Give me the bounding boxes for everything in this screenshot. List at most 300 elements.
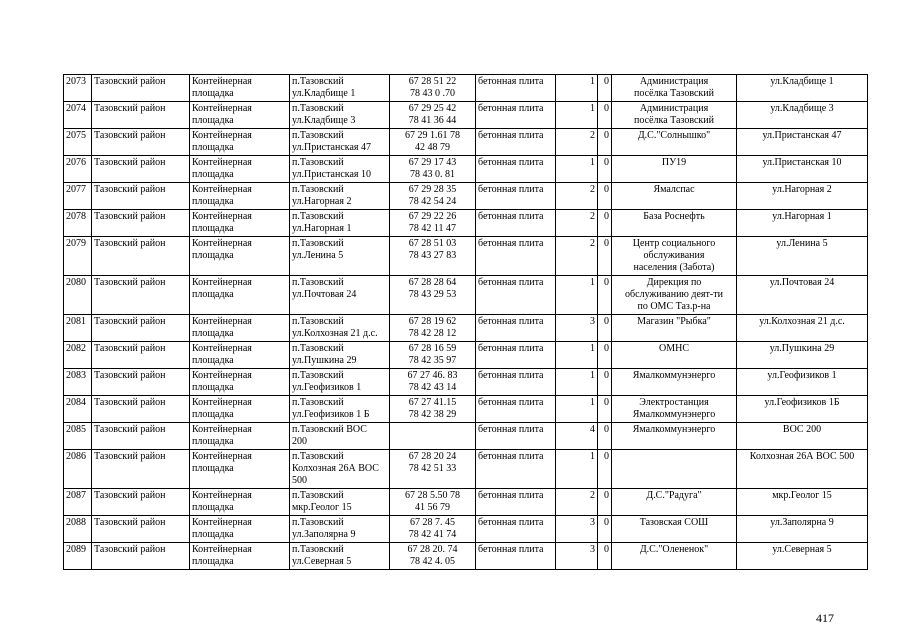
cell-owner-line: Ямалкоммунэнерго bbox=[632, 409, 716, 420]
cell-site-type-line: площадка bbox=[192, 409, 234, 420]
cell-district: Тазовский район bbox=[92, 342, 190, 369]
cell-coordinates bbox=[390, 315, 476, 342]
cell-number: 2087 bbox=[64, 489, 92, 516]
cell-surface: бетонная плита bbox=[476, 315, 556, 342]
cell-location bbox=[290, 396, 390, 423]
cell-location-line: п.Тазовский bbox=[292, 277, 344, 288]
cell-owner-line: Ямалспас bbox=[653, 184, 695, 195]
cell-coordinates-line: 78 42 28 12 bbox=[408, 328, 457, 339]
cell-location-line: мкр.Геолог 15 bbox=[292, 502, 352, 513]
cell-number: 2080 bbox=[64, 276, 92, 315]
cell-surface: бетонная плита bbox=[476, 276, 556, 315]
cell-owner-line: Ямалкоммунэнерго bbox=[632, 424, 716, 435]
cell-number: 2079 bbox=[64, 237, 92, 276]
cell-district: Тазовский район bbox=[92, 129, 190, 156]
cell-owner bbox=[612, 237, 737, 276]
cell-site-type-line: площадка bbox=[192, 250, 234, 261]
cell-address bbox=[737, 237, 868, 276]
cell-container-count: 1 bbox=[556, 342, 598, 369]
cell-location bbox=[290, 75, 390, 102]
cell-number: 2083 bbox=[64, 369, 92, 396]
cell-site-type bbox=[190, 276, 290, 315]
cell-location-line: ул.Ленина 5 bbox=[292, 250, 344, 261]
cell-location-line: 200 bbox=[292, 436, 307, 447]
cell-address bbox=[737, 129, 868, 156]
cell-owner bbox=[612, 156, 737, 183]
cell-site-type-line: Контейнерная bbox=[192, 157, 252, 168]
cell-location-line: п.Тазовский bbox=[292, 130, 344, 141]
cell-site-type bbox=[190, 516, 290, 543]
cell-location-line: п.Тазовский bbox=[292, 544, 344, 555]
cell-address-line: ул.Пристанская 10 bbox=[762, 157, 842, 168]
cell-location-line: ул.Пристанская 47 bbox=[292, 142, 372, 153]
cell-address bbox=[737, 450, 868, 489]
cell-location bbox=[290, 210, 390, 237]
cell-location-line: п.Тазовский bbox=[292, 343, 344, 354]
cell-coordinates-line: 67 29 1.61 78 bbox=[405, 130, 460, 141]
cell-district: Тазовский район bbox=[92, 516, 190, 543]
cell-address bbox=[737, 516, 868, 543]
cell-owner-line: Электростанция bbox=[639, 397, 709, 408]
cell-zero-count: 0 bbox=[598, 129, 612, 156]
cell-site-type bbox=[190, 543, 290, 570]
cell-surface: бетонная плита bbox=[476, 75, 556, 102]
cell-coordinates bbox=[390, 369, 476, 396]
cell-coordinates-line: 67 28 5.50 78 bbox=[405, 490, 460, 501]
cell-location-line: п.Тазовский ВОС bbox=[292, 424, 367, 435]
cell-number: 2074 bbox=[64, 102, 92, 129]
cell-coordinates-line: 78 42 54 24 bbox=[408, 196, 457, 207]
cell-zero-count: 0 bbox=[598, 369, 612, 396]
cell-coordinates-line: 78 43 0. 81 bbox=[410, 169, 455, 180]
cell-owner-line: Д.С."Радуга" bbox=[646, 490, 702, 501]
cell-site-type bbox=[190, 75, 290, 102]
cell-location bbox=[290, 276, 390, 315]
cell-location-line: п.Тазовский bbox=[292, 103, 344, 114]
cell-location-line: ул.Почтовая 24 bbox=[292, 289, 357, 300]
cell-surface: бетонная плита bbox=[476, 156, 556, 183]
cell-container-count: 3 bbox=[556, 315, 598, 342]
cell-district: Тазовский район bbox=[92, 315, 190, 342]
cell-container-count: 3 bbox=[556, 543, 598, 570]
cell-site-type-line: Контейнерная bbox=[192, 370, 252, 381]
cell-coordinates-line: 67 28 51 22 bbox=[408, 76, 457, 87]
cell-number: 2078 bbox=[64, 210, 92, 237]
cell-location bbox=[290, 516, 390, 543]
cell-site-type-line: Контейнерная bbox=[192, 397, 252, 408]
cell-number: 2075 bbox=[64, 129, 92, 156]
cell-owner-line: Д.С."Солнышко" bbox=[637, 130, 711, 141]
cell-district: Тазовский район bbox=[92, 102, 190, 129]
cell-coordinates-line: 42 48 79 bbox=[415, 142, 450, 153]
cell-location-line: п.Тазовский bbox=[292, 184, 344, 195]
cell-container-count: 1 bbox=[556, 396, 598, 423]
cell-container-count: 2 bbox=[556, 129, 598, 156]
cell-owner-line: Д.С."Олененок" bbox=[639, 544, 709, 555]
cell-coordinates bbox=[390, 183, 476, 210]
cell-location bbox=[290, 183, 390, 210]
table-row bbox=[64, 342, 868, 369]
table-row bbox=[64, 516, 868, 543]
cell-location bbox=[290, 342, 390, 369]
cell-site-type-line: площадка bbox=[192, 88, 234, 99]
cell-location-line: ул.Колхозная 21 д.с. bbox=[292, 328, 378, 339]
cell-owner-line: посёлка Тазовский bbox=[634, 88, 714, 99]
table-row bbox=[64, 489, 868, 516]
cell-site-type bbox=[190, 237, 290, 276]
cell-coordinates-line: 67 28 7. 45 bbox=[410, 517, 455, 528]
cell-zero-count: 0 bbox=[598, 237, 612, 276]
cell-site-type bbox=[190, 489, 290, 516]
cell-address-line: ул.Геофизиков 1Б bbox=[764, 397, 840, 408]
cell-site-type-line: площадка bbox=[192, 142, 234, 153]
cell-address-line: ул.Кладбище 3 bbox=[770, 103, 834, 114]
cell-site-type bbox=[190, 396, 290, 423]
cell-address bbox=[737, 276, 868, 315]
cell-container-count: 1 bbox=[556, 75, 598, 102]
cell-site-type bbox=[190, 129, 290, 156]
cell-owner-line: Администрация bbox=[639, 103, 709, 114]
cell-owner-line: ПУ19 bbox=[661, 157, 687, 168]
cell-number: 2086 bbox=[64, 450, 92, 489]
cell-address-line: ВОС 200 bbox=[782, 424, 822, 435]
cell-district: Тазовский район bbox=[92, 156, 190, 183]
cell-address-line: мкр.Геолог 15 bbox=[772, 490, 832, 501]
cell-district: Тазовский район bbox=[92, 489, 190, 516]
cell-surface: бетонная плита bbox=[476, 183, 556, 210]
cell-site-type-line: Контейнерная bbox=[192, 517, 252, 528]
cell-coordinates-line: 78 43 27 83 bbox=[408, 250, 457, 261]
cell-owner-line: Дирекция по bbox=[646, 277, 702, 288]
cell-location-line: п.Тазовский bbox=[292, 451, 344, 462]
cell-owner-line: посёлка Тазовский bbox=[634, 115, 714, 126]
cell-location bbox=[290, 129, 390, 156]
cell-owner bbox=[612, 516, 737, 543]
cell-site-type bbox=[190, 210, 290, 237]
cell-address-line: ул.Нагорная 1 bbox=[772, 211, 832, 222]
cell-coordinates-line: 67 28 20. 74 bbox=[407, 544, 458, 555]
cell-coordinates bbox=[390, 276, 476, 315]
cell-container-count: 1 bbox=[556, 276, 598, 315]
table-row bbox=[64, 75, 868, 102]
table-body bbox=[64, 75, 868, 570]
cell-site-type-line: площадка bbox=[192, 502, 234, 513]
cell-location-line: ул.Пушкина 29 bbox=[292, 355, 357, 366]
cell-coordinates bbox=[390, 156, 476, 183]
cell-owner-line: Магазин "Рыбка" bbox=[637, 316, 711, 327]
cell-number: 2084 bbox=[64, 396, 92, 423]
cell-container-count: 1 bbox=[556, 369, 598, 396]
cell-owner-line: обслуживанию деят-ти bbox=[625, 289, 723, 300]
cell-coordinates-line: 67 28 51 03 bbox=[408, 238, 457, 249]
cell-site-type bbox=[190, 369, 290, 396]
cell-zero-count: 0 bbox=[598, 276, 612, 315]
cell-district: Тазовский район bbox=[92, 237, 190, 276]
cell-site-type-line: площадка bbox=[192, 196, 234, 207]
cell-location bbox=[290, 315, 390, 342]
cell-container-count: 1 bbox=[556, 450, 598, 489]
cell-owner bbox=[612, 450, 737, 489]
cell-location-line: ул.Северная 5 bbox=[292, 556, 352, 567]
cell-owner-line: Тазовская СОШ bbox=[639, 517, 709, 528]
cell-address bbox=[737, 315, 868, 342]
table-row bbox=[64, 102, 868, 129]
cell-owner bbox=[612, 342, 737, 369]
cell-address-line: ул.Пушкина 29 bbox=[769, 343, 835, 354]
table-row bbox=[64, 156, 868, 183]
cell-coordinates bbox=[390, 210, 476, 237]
cell-coordinates bbox=[390, 237, 476, 276]
cell-zero-count: 0 bbox=[598, 450, 612, 489]
cell-container-count: 4 bbox=[556, 423, 598, 450]
page-number: 417 bbox=[816, 611, 834, 625]
cell-location-line: п.Тазовский bbox=[292, 76, 344, 87]
cell-owner-line: населения (Забота) bbox=[633, 262, 715, 273]
cell-zero-count: 0 bbox=[598, 102, 612, 129]
cell-location-line: п.Тазовский bbox=[292, 211, 344, 222]
cell-number: 2076 bbox=[64, 156, 92, 183]
cell-district: Тазовский район bbox=[92, 396, 190, 423]
cell-coordinates bbox=[390, 423, 476, 450]
cell-location-line: ул.Кладбище 3 bbox=[292, 115, 356, 126]
cell-coordinates-line: 67 29 28 35 bbox=[408, 184, 457, 195]
cell-owner bbox=[612, 183, 737, 210]
cell-container-count: 3 bbox=[556, 516, 598, 543]
cell-coordinates bbox=[390, 489, 476, 516]
cell-location bbox=[290, 543, 390, 570]
cell-location bbox=[290, 156, 390, 183]
cell-address-line: ул.Геофизиков 1 bbox=[767, 370, 837, 381]
cell-container-count: 1 bbox=[556, 102, 598, 129]
cell-number: 2073 bbox=[64, 75, 92, 102]
cell-owner-line: ОМНС bbox=[658, 343, 689, 354]
cell-coordinates-line: 67 28 19 62 bbox=[408, 316, 457, 327]
cell-owner bbox=[612, 489, 737, 516]
table-row bbox=[64, 369, 868, 396]
cell-owner-line: Ямалкоммунэнерго bbox=[632, 370, 716, 381]
cell-site-type-line: Контейнерная bbox=[192, 544, 252, 555]
cell-address bbox=[737, 543, 868, 570]
cell-site-type-line: площадка bbox=[192, 328, 234, 339]
cell-site-type-line: Контейнерная bbox=[192, 76, 252, 87]
cell-container-count: 2 bbox=[556, 210, 598, 237]
cell-address bbox=[737, 102, 868, 129]
cell-site-type bbox=[190, 102, 290, 129]
cell-zero-count: 0 bbox=[598, 516, 612, 543]
table-row bbox=[64, 183, 868, 210]
cell-address-line: ул.Кладбище 1 bbox=[770, 76, 834, 87]
cell-location-line: ул.Геофизиков 1 Б bbox=[292, 409, 370, 420]
cell-zero-count: 0 bbox=[598, 210, 612, 237]
cell-zero-count: 0 bbox=[598, 342, 612, 369]
cell-location-line: ул.Нагорная 2 bbox=[292, 196, 352, 207]
cell-location bbox=[290, 237, 390, 276]
cell-number: 2077 bbox=[64, 183, 92, 210]
cell-location-line: п.Тазовский bbox=[292, 397, 344, 408]
table-row bbox=[64, 237, 868, 276]
cell-address bbox=[737, 210, 868, 237]
cell-coordinates-line: 78 43 0 .70 bbox=[410, 88, 455, 99]
registry-table bbox=[63, 74, 868, 570]
cell-address-line: ул.Заполярна 9 bbox=[770, 517, 834, 528]
cell-coordinates bbox=[390, 129, 476, 156]
cell-number: 2089 bbox=[64, 543, 92, 570]
cell-owner bbox=[612, 75, 737, 102]
cell-site-type-line: Контейнерная bbox=[192, 316, 252, 327]
cell-site-type-line: Контейнерная bbox=[192, 211, 252, 222]
cell-zero-count: 0 bbox=[598, 543, 612, 570]
cell-address bbox=[737, 183, 868, 210]
cell-site-type bbox=[190, 423, 290, 450]
cell-site-type-line: площадка bbox=[192, 529, 234, 540]
cell-coordinates bbox=[390, 75, 476, 102]
cell-surface: бетонная плита bbox=[476, 237, 556, 276]
cell-site-type-line: площадка bbox=[192, 382, 234, 393]
table-row bbox=[64, 276, 868, 315]
cell-owner-line: Администрация bbox=[639, 76, 709, 87]
cell-owner-line: обслуживания bbox=[643, 250, 705, 261]
cell-site-type-line: Контейнерная bbox=[192, 277, 252, 288]
cell-zero-count: 0 bbox=[598, 75, 612, 102]
cell-location bbox=[290, 423, 390, 450]
cell-address-line: ул.Ленина 5 bbox=[776, 238, 828, 249]
cell-address bbox=[737, 342, 868, 369]
cell-coordinates-line: 78 43 29 53 bbox=[408, 289, 457, 300]
cell-container-count: 2 bbox=[556, 237, 598, 276]
cell-address-line: ул.Северная 5 bbox=[772, 544, 832, 555]
cell-container-count: 1 bbox=[556, 156, 598, 183]
cell-coordinates-line: 41 56 79 bbox=[415, 502, 450, 513]
cell-number: 2081 bbox=[64, 315, 92, 342]
cell-surface: бетонная плита bbox=[476, 516, 556, 543]
cell-location-line: 500 bbox=[292, 475, 307, 486]
cell-coordinates-line: 78 42 35 97 bbox=[408, 355, 457, 366]
cell-coordinates-line: 78 42 11 47 bbox=[408, 223, 457, 234]
cell-zero-count: 0 bbox=[598, 183, 612, 210]
cell-number: 2082 bbox=[64, 342, 92, 369]
cell-site-type bbox=[190, 315, 290, 342]
cell-surface: бетонная плита bbox=[476, 369, 556, 396]
cell-coordinates bbox=[390, 342, 476, 369]
cell-address bbox=[737, 396, 868, 423]
cell-site-type-line: площадка bbox=[192, 115, 234, 126]
cell-coordinates bbox=[390, 543, 476, 570]
cell-coordinates-line: 67 27 46. 83 bbox=[407, 370, 458, 381]
cell-surface: бетонная плита bbox=[476, 129, 556, 156]
cell-number: 2085 bbox=[64, 423, 92, 450]
cell-owner bbox=[612, 369, 737, 396]
cell-site-type bbox=[190, 450, 290, 489]
cell-location-line: п.Тазовский bbox=[292, 517, 344, 528]
cell-district: Тазовский район bbox=[92, 210, 190, 237]
cell-district: Тазовский район bbox=[92, 450, 190, 489]
cell-location bbox=[290, 369, 390, 396]
cell-coordinates bbox=[390, 450, 476, 489]
cell-surface: бетонная плита bbox=[476, 342, 556, 369]
cell-coordinates-line: 78 42 41 74 bbox=[408, 529, 457, 540]
cell-zero-count: 0 bbox=[598, 156, 612, 183]
cell-address-line: ул.Нагорная 2 bbox=[772, 184, 832, 195]
cell-owner bbox=[612, 396, 737, 423]
cell-address bbox=[737, 369, 868, 396]
cell-site-type-line: площадка bbox=[192, 436, 234, 447]
cell-surface: бетонная плита bbox=[476, 210, 556, 237]
cell-site-type-line: Контейнерная bbox=[192, 184, 252, 195]
cell-coordinates-line: 67 28 16 59 bbox=[408, 343, 457, 354]
cell-location-line: ул.Пристанская 10 bbox=[292, 169, 372, 180]
cell-location-line: п.Тазовский bbox=[292, 238, 344, 249]
cell-site-type-line: площадка bbox=[192, 169, 234, 180]
cell-address bbox=[737, 156, 868, 183]
cell-coordinates bbox=[390, 516, 476, 543]
cell-location-line: п.Тазовский bbox=[292, 490, 344, 501]
cell-owner bbox=[612, 423, 737, 450]
cell-container-count: 2 bbox=[556, 489, 598, 516]
cell-site-type-line: Контейнерная bbox=[192, 238, 252, 249]
cell-owner bbox=[612, 102, 737, 129]
cell-site-type-line: Контейнерная bbox=[192, 424, 252, 435]
cell-site-type bbox=[190, 183, 290, 210]
cell-district: Тазовский район bbox=[92, 369, 190, 396]
cell-owner-line: База Роснефть bbox=[643, 211, 705, 222]
cell-site-type-line: площадка bbox=[192, 223, 234, 234]
cell-surface: бетонная плита bbox=[476, 450, 556, 489]
cell-owner bbox=[612, 276, 737, 315]
table-row bbox=[64, 543, 868, 570]
cell-coordinates bbox=[390, 396, 476, 423]
cell-coordinates-line: 78 42 43 14 bbox=[408, 382, 457, 393]
cell-coordinates-line: 78 41 36 44 bbox=[408, 115, 457, 126]
cell-site-type-line: площадка bbox=[192, 556, 234, 567]
table-row bbox=[64, 423, 868, 450]
cell-district: Тазовский район bbox=[92, 75, 190, 102]
cell-coordinates-line: 67 27 41.15 bbox=[408, 397, 457, 408]
cell-address-line: ул.Колхозная 21 д.с. bbox=[759, 316, 845, 327]
cell-location-line: п.Тазовский bbox=[292, 370, 344, 381]
cell-site-type-line: Контейнерная bbox=[192, 451, 252, 462]
cell-coordinates-line: 67 29 25 42 bbox=[408, 103, 457, 114]
table-row bbox=[64, 210, 868, 237]
cell-address bbox=[737, 489, 868, 516]
cell-address bbox=[737, 75, 868, 102]
table-row bbox=[64, 450, 868, 489]
cell-owner bbox=[612, 315, 737, 342]
cell-district: Тазовский район bbox=[92, 276, 190, 315]
cell-coordinates-line: 67 28 28 64 bbox=[408, 277, 457, 288]
cell-coordinates-line: 67 29 22 26 bbox=[408, 211, 457, 222]
cell-district: Тазовский район bbox=[92, 423, 190, 450]
cell-location-line: ул.Геофизиков 1 bbox=[292, 382, 362, 393]
cell-address-line: ул.Пристанская 47 bbox=[762, 130, 842, 141]
cell-site-type-line: площадка bbox=[192, 355, 234, 366]
cell-container-count: 2 bbox=[556, 183, 598, 210]
cell-surface: бетонная плита bbox=[476, 489, 556, 516]
cell-location bbox=[290, 489, 390, 516]
cell-coordinates-line: 78 42 51 33 bbox=[408, 463, 457, 474]
cell-coordinates bbox=[390, 102, 476, 129]
cell-owner bbox=[612, 543, 737, 570]
cell-location bbox=[290, 102, 390, 129]
cell-location bbox=[290, 450, 390, 489]
table-row bbox=[64, 315, 868, 342]
cell-surface: бетонная плита bbox=[476, 423, 556, 450]
cell-surface: бетонная плита bbox=[476, 396, 556, 423]
cell-location-line: ул.Кладбище 1 bbox=[292, 88, 356, 99]
cell-location-line: Колхозная 26А ВОС bbox=[292, 463, 379, 474]
cell-site-type-line: Контейнерная bbox=[192, 103, 252, 114]
cell-site-type-line: Контейнерная bbox=[192, 490, 252, 501]
cell-surface: бетонная плита bbox=[476, 102, 556, 129]
